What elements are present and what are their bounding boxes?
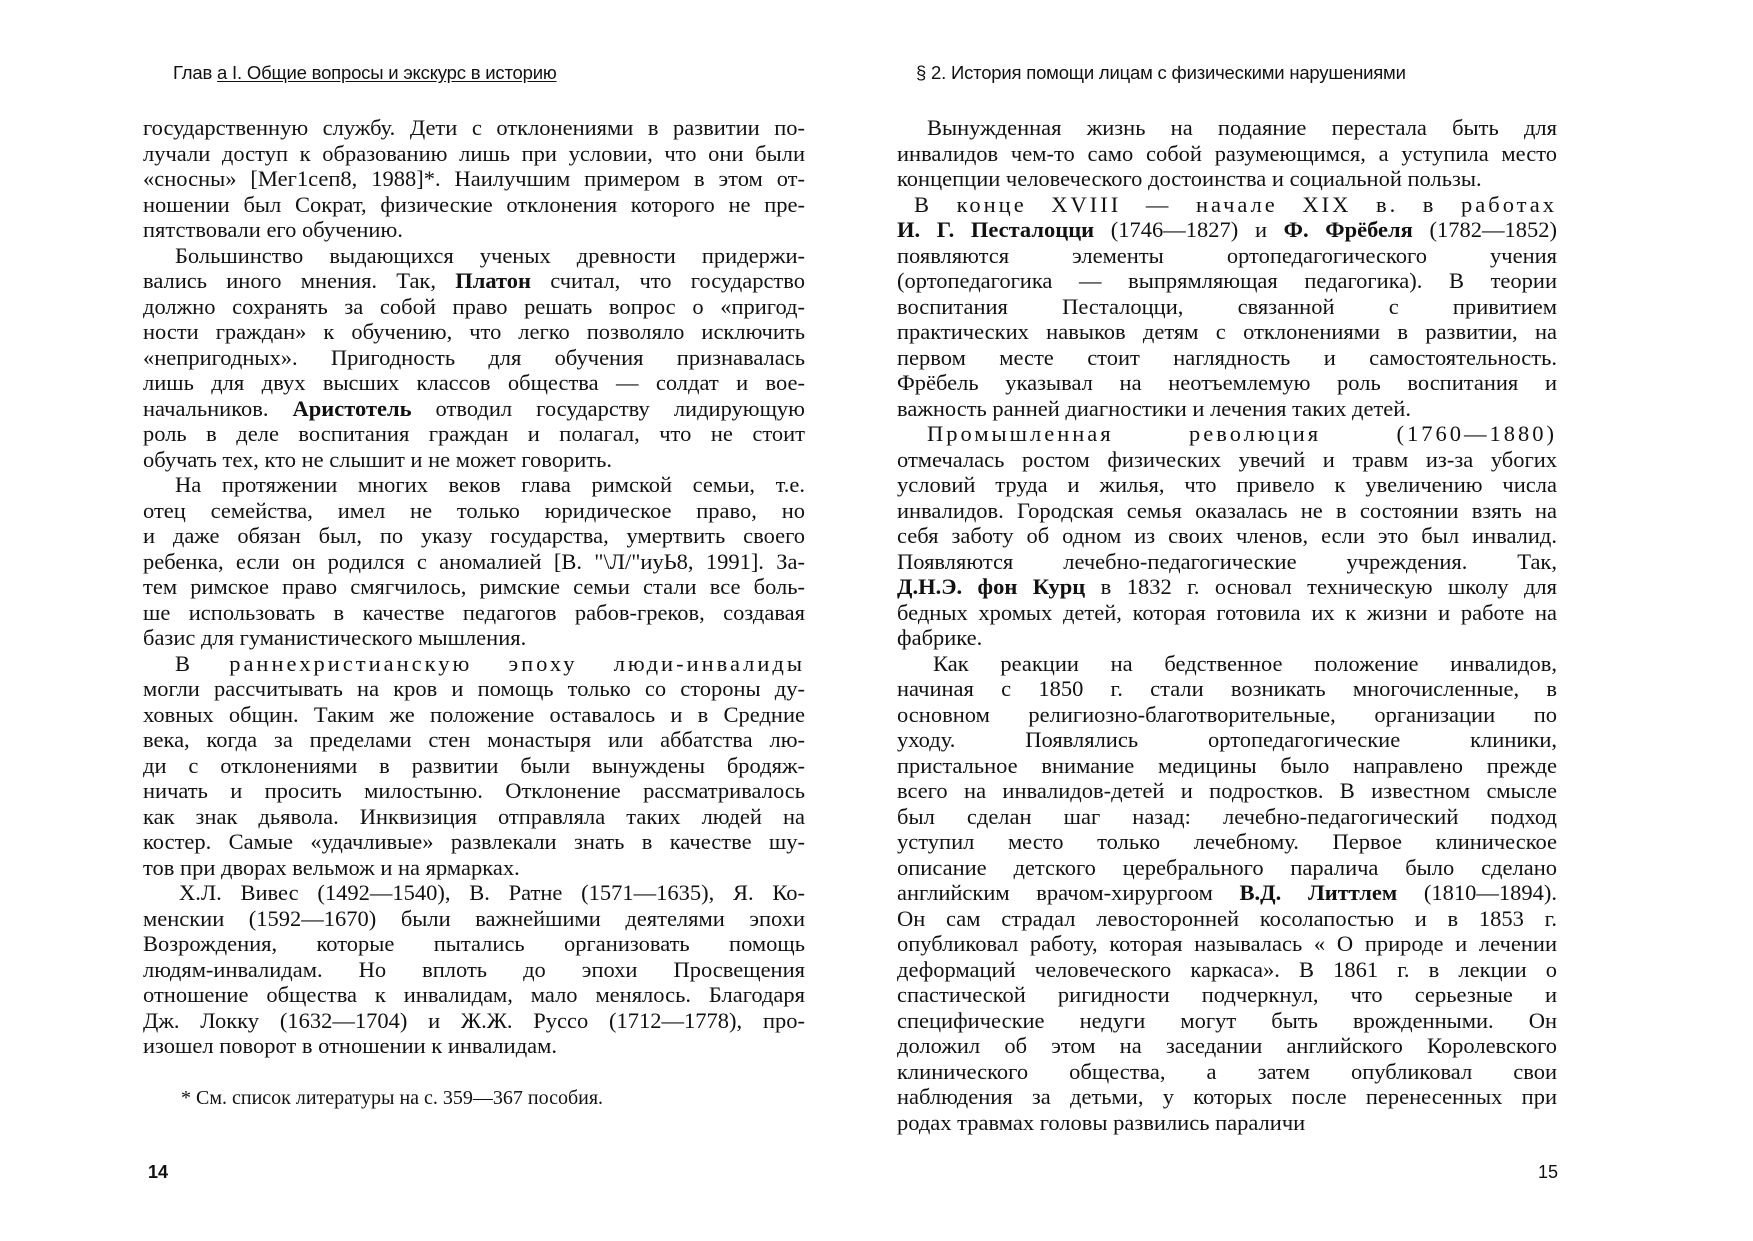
body-text [143,115,805,1059]
text-run: В раннехристианскую эпоху люди-инвалиды [175,650,805,676]
paragraph [143,651,805,881]
paragraph [143,472,805,651]
text-line [143,268,805,294]
text-line [897,957,1557,983]
text-line [897,549,1557,575]
text-line [897,141,1557,167]
text-run: клинического общества, а затем опубликовал свои [897,1058,1557,1084]
text-line [143,1033,805,1059]
paragraph [143,115,805,243]
text-run: вались иного мнения. Так, [143,268,456,293]
text-run: спастической ригидности подчеркнул, что серьезные и [897,982,1557,1007]
text-line [143,472,805,498]
text-line [143,906,805,932]
text-run: тов при дворах вельмож и на ярмарках. [143,854,520,880]
text-run: На протяжении многих веков глава римской семьи, т.е. [175,472,805,497]
text-run: могли рассчитывать на кров и помощь только со стороны ду- [143,676,805,701]
text-run: пятствовали его обучению. [143,217,403,242]
text-line [897,600,1557,626]
text-line [143,447,805,473]
text-line [897,345,1557,371]
text-run: людям-инвалидам. Но вплоть до эпохи Просвещения [143,956,805,982]
text-run: инвалидов чем-то само собой разумеющимся, а уступила место [897,140,1557,166]
text-line [143,574,805,600]
text-line [143,753,805,779]
text-run: специфические недуги могут быть врожденными. Он [897,1007,1557,1033]
text-run: Как реакции на бедственное положение инвалидов, [933,650,1557,676]
text-run: бедных хромых детей, которая готовила их к жизни и работе на [897,599,1557,625]
text-run: изошел поворот в отношении к инвалидам. [143,1033,557,1058]
text-line [897,753,1557,779]
running-head-chapter [173,62,557,84]
text-run: важность ранней диагностики и лечения таких детей. [897,395,1411,421]
text-run: основном религиозно-благотворительные, организации по [897,701,1557,727]
text-run: воспитания Песталоцци, связанной с привитием [897,293,1557,319]
text-run: Он сам страдал левосторонней косолапостью и в 1853 г. [897,905,1557,931]
text-run: ношении был Сократ, физические отклонения которого не пре- [143,191,805,217]
text-run: (1782—1852) [1412,217,1557,242]
body-text [897,115,1557,1135]
text-line [897,192,1557,218]
text-run: уходу. Появлялись ортопедагогические клиники, [897,727,1557,752]
text-run: опубликовал работу, которая называлась « О природе и лечении [897,931,1557,956]
text-line [143,345,805,371]
text-line [897,498,1557,524]
text-run: менскии (1592—1670) были важнейшими деятелями эпохи [143,905,805,931]
text-line [143,651,805,677]
text-line [897,243,1557,269]
text-run: роль в деле воспитания граждан и полагал, что не стоит [143,421,805,446]
paragraph [897,115,1557,192]
paragraph [143,880,805,1059]
text-line [143,141,805,167]
text-line [143,421,805,447]
text-run: в 1832 г. основал техническую школу для [1085,574,1557,599]
text-run: начиная с 1850 г. стали возникать многочисленные, в [897,676,1557,701]
text-line [143,370,805,396]
text-run: был сделан шаг назад: лечебно-педагогический подход [897,803,1557,829]
paragraph [897,421,1557,651]
left-page [0,0,876,1241]
text-run: ди с отклонениями в развитии были вынуждены бродяж- [143,752,805,778]
text-line [897,778,1557,804]
page-number: 15 [1538,1162,1559,1182]
text-run: отмечалась ростом физических увечий и травм из-за убогих [897,446,1557,472]
text-run: пристальное внимание медицины было направлено прежде [897,752,1557,778]
text-run: Дж. Локку (1632—1704) и Ж.Ж. Руссо (1712—1778), про- [143,1007,805,1033]
text-run: тем римское право смягчилось, римские семьи стали все боль- [143,574,805,599]
text-run: лишь для двух высших классов общества — солдат и вое- [143,370,805,395]
text-line [897,982,1557,1008]
text-run: инвалидов. Городская семья оказалась не в состоянии взять на [897,497,1557,523]
right-page [876,0,1753,1241]
text-line [897,319,1557,345]
running-head-section: § 2. История помощи лицам с физическими нарушениями [916,62,1406,83]
text-line [143,1008,805,1034]
bold-name: И. Г. Песталоцци [897,217,1095,242]
text-run: первом месте стоит наглядность и самостоятельность. [897,344,1557,370]
text-run: «сносны» [Мег1сеп8, 1988]*. Наилучшим примером в этом от- [143,166,805,191]
text-run: родах травмах головы развились параличи [897,1109,1306,1135]
text-run: костер. Самые «удачливые» развлекали знать в качестве шу- [143,829,805,854]
text-line [143,727,805,753]
text-line [897,1008,1557,1034]
text-run: отношение общества к инвалидам, мало менялось. Благодаря [143,982,805,1007]
text-line [143,115,805,141]
page-number: 14 [148,1162,169,1182]
text-line [897,931,1557,957]
text-run: В конце XVIII — начале XIX в. в работах [914,191,1557,217]
text-line [143,243,805,269]
text-run: ребенка, если он родился с аномалией [В. "\Л/"иуЬ8, 1991]. За- [143,548,805,574]
text-run: «непригодных». Пригодность для обучения признавалась [143,344,805,370]
text-run: Появляются лечебно-педагогические учреждения. Так, [897,548,1557,574]
text-line [897,702,1557,728]
text-line [897,1110,1557,1136]
text-line [143,396,805,422]
text-line [897,166,1557,192]
text-line [143,829,805,855]
paragraph [143,243,805,473]
text-line [143,319,805,345]
text-line [143,549,805,575]
text-run: наблюдения за детьми, у которых после перенесенных при [897,1084,1557,1109]
text-line [897,1084,1557,1110]
text-run: отводил государству лидирующую [411,395,805,421]
running-head-prefix: Глав [173,62,218,83]
bold-name: Аристотель [292,395,412,421]
text-run: фабрике. [897,625,983,650]
text-line [897,1033,1557,1059]
text-run: условий труда и жилья, что привело к увеличению числа [897,472,1557,497]
text-run: считал, что государство [530,268,805,293]
text-run: Вынужденная жизнь на подаяние перестала быть для [927,115,1557,140]
text-line [897,625,1557,651]
text-run: Х.Л. Вивес (1492—1540), В. Ратне (1571—1635), Я. Ко- [179,880,805,905]
text-run: (1746—1827) и [1094,217,1284,242]
text-run: отец семейства, имел не только юридическое право, но [143,497,805,523]
text-line [143,982,805,1008]
text-line [897,396,1557,422]
text-run: государственную службу. Дети с отклонениями в развитии по- [143,115,805,140]
text-line [897,804,1557,830]
text-run: ничать и просить милостыню. Отклонение рассматривалось [143,778,805,803]
text-line [897,855,1557,881]
text-run: Фрёбель указывал на неотъемлемую роль воспитания и [897,370,1557,395]
text-run: (ортопедагогика — выпрямляющая педагогика). В теории [897,268,1557,293]
text-run: базис для гуманистического мышления. [143,625,527,650]
text-run: ности граждан» к обучению, что легко позволяло исключить [143,319,805,344]
text-line [143,676,805,702]
text-run: как знак дьявола. Инквизиция отправляла таких людей на [143,803,805,829]
text-run: английским врачом-хирургоом [897,880,1240,905]
text-line [897,294,1557,320]
text-line [897,1059,1557,1085]
text-line [143,294,805,320]
text-run: (1810—1894). [1397,880,1557,905]
text-line [143,523,805,549]
text-run: описание детского церебрального паралича было сделано [897,854,1557,880]
text-line [143,625,805,651]
bold-name: В.Д. Литтлем [1239,880,1398,905]
text-line [143,931,805,957]
text-run: века, когда за пределами стен монастыря или аббатства лю- [143,727,805,752]
text-line [897,651,1557,677]
text-line [143,217,805,243]
text-run: себя заботу об одном из своих членов, если это был инвалид. [897,523,1557,548]
text-line [143,702,805,728]
text-line [143,880,805,906]
text-run: обучать тех, кто не слышит и не может говорить. [143,446,612,472]
text-line [897,421,1557,447]
text-line [897,829,1557,855]
text-line [897,370,1557,396]
text-line [897,523,1557,549]
text-run: практических навыков детям с отклонениями в развитии, на [897,319,1557,344]
text-run: концепции человеческого достоинства и социальной пользы. [897,166,1482,191]
text-run: всего на инвалидов-детей и подростков. В известном смысле [897,778,1557,803]
text-line [143,855,805,881]
text-run: и даже обязан был, по указу государства, умертвить своего [143,523,805,548]
text-line [143,166,805,192]
text-run: Промышленная революция (1760—1880) [927,421,1557,446]
text-run: уступил место только лечебному. Первое клиническое [897,829,1557,854]
text-line [897,727,1557,753]
text-run: начальников. [143,395,293,421]
footnote: * См. список литературы на с. 359—367 пособия. [181,1087,604,1109]
text-line [897,447,1557,473]
text-line [897,115,1557,141]
text-line [897,472,1557,498]
text-line [143,600,805,626]
text-line [897,880,1557,906]
paragraph [897,651,1557,1136]
text-run: должно сохранять за собой право решать вопрос о «пригод- [143,293,805,319]
paragraph [897,192,1557,422]
text-run: лучали доступ к образованию лишь при условии, что они были [143,140,805,166]
text-line [897,906,1557,932]
text-line [897,574,1557,600]
text-line [897,268,1557,294]
bold-name: Д.Н.Э. фон Курц [897,574,1086,599]
text-line [897,676,1557,702]
text-run: появляются элементы ортопедагогического учения [897,242,1557,268]
text-line [897,217,1557,243]
text-run: ховных общин. Таким же положение оставалось и в Средние [143,701,805,727]
text-line [143,804,805,830]
text-line [143,957,805,983]
text-run: ше использовать в качестве педагогов рабов-греков, создавая [143,599,805,625]
text-run: Большинство выдающихся ученых древности придержи- [175,242,805,268]
text-line [143,192,805,218]
text-run: Возрождения, которые пытались организовать помощь [143,931,805,956]
text-run: доложил об этом на заседании английского Королевского [897,1033,1557,1058]
text-line [143,778,805,804]
text-run: деформаций человеческого каркаса». В 1861 г. в лекции о [897,956,1557,982]
running-head-title: а I. Общие вопросы и экскурс в историю [217,62,557,83]
bold-name: Платон [455,268,531,293]
bold-name: Ф. Фрёбеля [1283,217,1413,242]
text-line [143,498,805,524]
